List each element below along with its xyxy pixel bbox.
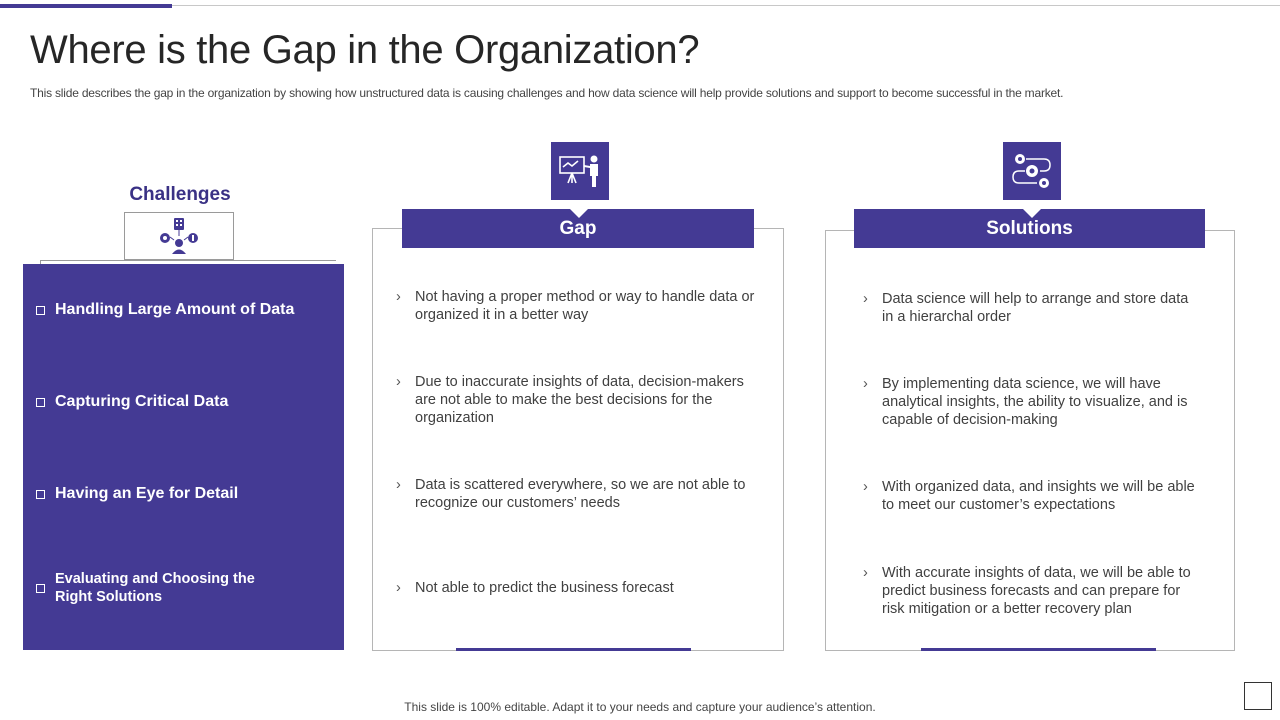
solutions-item: [863, 478, 1203, 514]
top-accent-bar: [0, 4, 172, 8]
gap-bottom-accent: [456, 648, 691, 651]
challenges-heading: Challenges: [129, 184, 231, 205]
checkbox-icon: [36, 490, 45, 499]
gap-item: [396, 579, 766, 597]
gap-item-text: Data is scattered everywhere, so we are not able to recognize our customers’ needs: [415, 477, 746, 511]
solutions-item-text: With organized data, and insights we will be able to meet our customer’s expectations: [882, 479, 1195, 513]
challenge-item: [36, 392, 326, 412]
solutions-heading: Solutions: [986, 217, 1073, 239]
solutions-item-text: With accurate insights of data, we will be able to predict business forecasts and can prepare for risk mitigation or a better recovery plan: [882, 565, 1191, 617]
gap-item: [396, 288, 766, 324]
checkbox-icon: [36, 306, 45, 315]
gap-item: [396, 476, 766, 512]
chevron-right-icon: ›: [863, 565, 868, 581]
checkbox-icon: [36, 398, 45, 407]
footer-note: This slide is 100% editable. Adapt it to your needs and capture your audience’s attention.: [404, 700, 876, 714]
challenge-label: Evaluating and Choosing the Right Solutions: [55, 571, 255, 605]
corner-box[interactable]: [1244, 682, 1272, 710]
gap-item-text: Due to inaccurate insights of data, decision-makers are not able to make the best decisions for the organization: [415, 374, 744, 426]
solutions-item: [863, 290, 1203, 326]
gap-heading: Gap: [559, 217, 597, 239]
presenter-board-icon: [558, 153, 602, 189]
gears-process-icon: [1010, 151, 1054, 191]
solutions-item: [863, 564, 1203, 618]
challenge-item: [36, 570, 326, 606]
chevron-right-icon: ›: [396, 374, 401, 390]
chevron-right-icon: ›: [396, 580, 401, 596]
solutions-icon-tile: [1003, 142, 1061, 200]
top-divider: [0, 5, 1280, 6]
challenge-label: Having an Eye for Detail: [55, 485, 239, 502]
gap-item: [396, 373, 766, 427]
challenges-icon-box: [124, 212, 234, 260]
page-title: Where is the Gap in the Organization?: [30, 28, 700, 72]
chevron-right-icon: ›: [396, 289, 401, 305]
solutions-header-notch: [1023, 209, 1041, 218]
gap-item-text: Not able to predict the business forecast: [415, 580, 674, 596]
challenge-item: [36, 484, 326, 504]
challenge-item: [36, 300, 326, 320]
checkbox-icon: [36, 584, 45, 593]
solutions-item-text: Data science will help to arrange and store data in a hierarchal order: [882, 291, 1189, 325]
chevron-right-icon: ›: [863, 479, 868, 495]
solutions-bottom-accent: [921, 648, 1156, 651]
people-network-icon: [156, 216, 202, 256]
solutions-item: [863, 375, 1203, 429]
gap-item-text: Not having a proper method or way to handle data or organized it in a better way: [415, 289, 755, 323]
chevron-right-icon: ›: [863, 376, 868, 392]
solutions-item-text: By implementing data science, we will have analytical insights, the ability to visualize, and is capable of decision-making: [882, 376, 1188, 428]
gap-icon-tile: [551, 142, 609, 200]
challenge-label: Handling Large Amount of Data: [55, 301, 295, 318]
challenge-label: Capturing Critical Data: [55, 393, 229, 410]
page-subtitle: This slide describes the gap in the organization by showing how unstructured data is causing challenges and how data science will help provide solutions and support to become successful in the market.: [30, 86, 1064, 100]
challenges-panel: [23, 264, 344, 650]
chevron-right-icon: ›: [863, 291, 868, 307]
gap-header-notch: [570, 209, 588, 218]
chevron-right-icon: ›: [396, 477, 401, 493]
